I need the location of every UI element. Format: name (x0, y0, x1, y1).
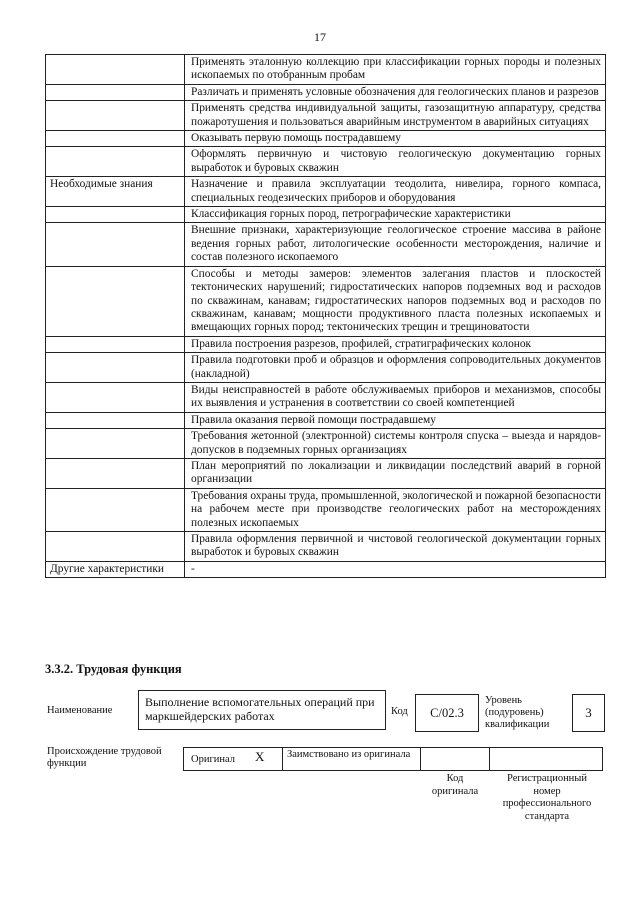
section-title: 3.3.2. Трудовая функция (45, 662, 182, 676)
original-cell (183, 747, 283, 771)
row-label (46, 266, 185, 336)
row-label (46, 412, 185, 428)
table-row (46, 412, 606, 428)
row-text: Внешние признаки, характеризующие геологическое строение массива в районе ведения горных работ, литологические особенности месторождения, наличие и состав полезного ископаемого (185, 223, 606, 266)
table-row (46, 429, 606, 459)
row-text: Правила построения разрезов, профилей, стратиграфических колонок (185, 336, 606, 352)
row-label (46, 488, 185, 531)
row-label (46, 353, 185, 383)
row-label (46, 223, 185, 266)
origin-row (183, 747, 603, 771)
table-row (46, 177, 606, 207)
table-row (46, 353, 606, 383)
table-row (46, 223, 606, 266)
row-label (46, 382, 185, 412)
knowledge-skills-table (45, 54, 606, 578)
row-text: Требования жетонной (электронной) системы контроля спуска – выезда и нарядов-допусков в подземных горных организациях (185, 429, 606, 459)
row-text: Применять эталонную коллекцию при классификации горных породы и полезных ископаемых по отобранным пробам (185, 55, 606, 85)
row-label (46, 207, 185, 223)
row-label (46, 55, 185, 85)
row-text: Оформлять первичную и чистовую геологическую документацию горных выработок и буровых скважин (185, 147, 606, 177)
row-text: Требования охраны труда, промышленной, экологической и пожарной безопасности на рабочем месте при производстве геологических работ на месторождениях полезных ископаемых (185, 488, 606, 531)
table-row (46, 131, 606, 147)
row-label (46, 84, 185, 100)
row-label: Другие характеристики (46, 561, 185, 577)
table-row (46, 147, 606, 177)
function-code-label: Код (391, 706, 408, 717)
table-row (46, 207, 606, 223)
table-row (46, 55, 606, 85)
original-mark: X (255, 749, 265, 764)
row-label (46, 147, 185, 177)
row-text: Правила оказания первой помощи пострадавшему (185, 412, 606, 428)
row-text: Назначение и правила эксплуатации теодолита, нивелира, горного компаса, специальных геодезических приборов и оборудования (185, 177, 606, 207)
table-row (46, 336, 606, 352)
table-row (46, 101, 606, 131)
row-text: - (185, 561, 606, 577)
function-name-value: Выполнение вспомогательных операций при маркшейдерских работах (138, 690, 386, 730)
row-label (46, 336, 185, 352)
row-text: Оказывать первую помощь пострадавшему (185, 131, 606, 147)
registration-number-cell (489, 747, 603, 771)
row-text: Виды неисправностей в работе обслуживаемых приборов и механизмов, способы их выявления и устранения в соответствии со своей компетенцией (185, 382, 606, 412)
qualification-level-label: Уровень (подуровень) квалификации (485, 695, 550, 730)
original-code-cell (420, 747, 490, 771)
row-text: Правила оформления первичной и чистовой геологической документации горных выработок и буровых скважин (185, 532, 606, 562)
row-text: Способы и методы замеров: элементов залегания пластов и плоскостей тектонических нарушений; гидростатических напоров подземных вод и расходов по скважинам, канавам; гидростатических напоров подземных вод и расходов по скважинам, канавам; мощности продуктивного пласта полезных ископаемых и вмещающих горных пород; тектонических трещин и трещиноватости (185, 266, 606, 336)
table-row (46, 382, 606, 412)
borrowed-cell (282, 747, 421, 771)
row-text: Правила подготовки проб и образцов и оформления сопроводительных документов (накладной) (185, 353, 606, 383)
row-text: Применять средства индивидуальной защиты, газозащитную аппаратуру, средства пожаротушения и пользоваться аварийным инструментом в аварийных ситуациях (185, 101, 606, 131)
table-row (46, 84, 606, 100)
row-text: Классификация горных пород, петрографические характеристики (185, 207, 606, 223)
original-code-caption: Код оригинала (431, 773, 479, 797)
table-row (46, 561, 606, 577)
row-text: План мероприятий по локализации и ликвидации последствий аварий в горной организации (185, 458, 606, 488)
registration-number-caption: Регистрационный номер профессионального стандарта (502, 773, 592, 822)
table-row (46, 266, 606, 336)
original-label: Оригинал (191, 754, 235, 765)
row-label (46, 458, 185, 488)
table-row (46, 458, 606, 488)
function-code-value: С/02.3 (415, 694, 479, 732)
page-number: 17 (314, 30, 326, 44)
row-label (46, 101, 185, 131)
row-label (46, 532, 185, 562)
qualification-level-value: 3 (572, 694, 605, 732)
row-text: Различать и применять условные обозначения для геологических планов и разрезов (185, 84, 606, 100)
row-label (46, 429, 185, 459)
origin-label: Происхождение трудовой функции (47, 746, 162, 769)
table-row (46, 488, 606, 531)
function-name-label: Наименование (47, 705, 113, 716)
row-label: Необходимые знания (46, 177, 185, 207)
row-label (46, 131, 185, 147)
table-row (46, 532, 606, 562)
borrowed-label: Заимствовано из оригинала (287, 749, 411, 760)
